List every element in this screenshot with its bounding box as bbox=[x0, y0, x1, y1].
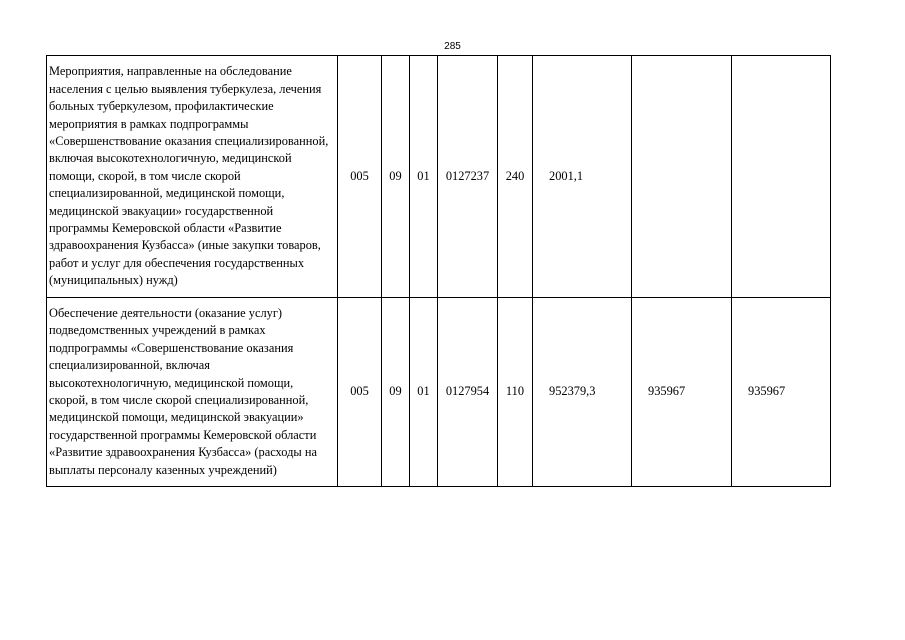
section-code: 09 bbox=[382, 56, 410, 298]
amount-year-1: 952379,3 bbox=[533, 298, 632, 487]
target-article-code: 0127954 bbox=[438, 298, 498, 487]
table-row bbox=[47, 298, 831, 487]
subsection-code: 01 bbox=[410, 298, 438, 487]
target-article-code: 0127237 bbox=[438, 56, 498, 298]
row-description: Обеспечение деятельности (оказание услуг) подведомственных учреждений в рамках подпрограммы «Совершенствование оказания специализированной, включая высокотехнологичную, медицинской помощи, скорой, в том числе скорой специализированной, медицинской помощи, медицинской эвакуации» государственной программы Кемеровской области «Развитие здравоохранения Кузбасса» (расходы на выплаты персоналу казенных учреждений) bbox=[47, 298, 338, 487]
amount-year-1: 2001,1 bbox=[533, 56, 632, 298]
row-description: Мероприятия, направленные на обследование населения с целью выявления туберкулеза, лечения больных туберкулезом, профилактические мероприятия в рамках подпрограммы «Совершенствование оказания специализированной, включая высокотехнологичную, медицинской помощи, скорой, в том числе скорой специализированной, медицинской помощи, медицинской эвакуации» государственной программы Кемеровской области «Развитие здравоохранения Кузбасса» (иные закупки товаров, работ и услуг для обеспечения государственных (муниципальных) нужд) bbox=[47, 56, 338, 298]
section-code: 09 bbox=[382, 298, 410, 487]
budget-table bbox=[46, 55, 831, 487]
ministry-code: 005 bbox=[338, 298, 382, 487]
ministry-code: 005 bbox=[338, 56, 382, 298]
amount-year-2: 935967 bbox=[632, 298, 732, 487]
expense-type-code: 240 bbox=[498, 56, 533, 298]
table-row bbox=[47, 56, 831, 298]
amount-year-2 bbox=[632, 56, 732, 298]
amount-year-3: 935967 bbox=[732, 298, 831, 487]
expense-type-code: 110 bbox=[498, 298, 533, 487]
amount-year-3 bbox=[732, 56, 831, 298]
subsection-code: 01 bbox=[410, 56, 438, 298]
page-number: 285 bbox=[444, 41, 461, 52]
